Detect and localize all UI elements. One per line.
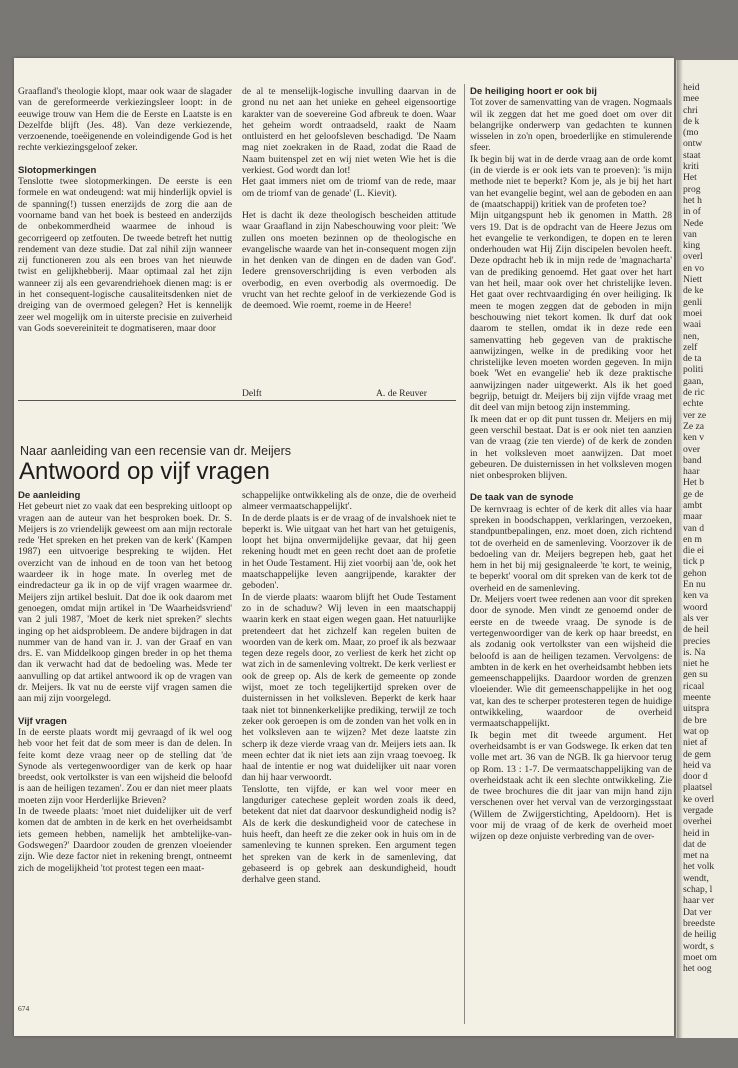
next-page-fragment: van	[683, 228, 697, 240]
paragraph: Graafland's theologie klopt, maar ook waar de slagader van de gereformeerde verkiezingsleer loopt: in de eeuwige trouw van Hem die de Eerste en Laatste is en Dezelfde blijft (Jes. 48). Van deze verkiezende, verzoenende, toeëigenende en voleindigende God is het rechte verkiezingsgeloof zeker.	[18, 86, 232, 154]
next-page-fragment: chri	[683, 104, 698, 116]
paragraph: In de derde plaats is er de vraag of de invalshoek niet te beperkt is. Wie uitgaat van het hart van het getuigenis, loopt het bijna onvermijdelijke gevaar, dat hij geen rekening houdt met en geen recht doet aan de profetie in het Oude Testament. Hij ziet voorbij aan 'de, ook het maatschappelijke leven aangrijpende, karakter der geboden'.	[242, 512, 456, 592]
next-page-fragment: band	[683, 454, 702, 466]
top-middle-column	[242, 86, 456, 312]
next-page-fragment: woord	[683, 601, 708, 613]
next-page-fragment: king	[683, 240, 701, 252]
next-page-fragment: mee	[683, 93, 699, 105]
next-page-fragment: niet af	[683, 737, 708, 749]
next-page-fragment: met na	[683, 850, 709, 862]
paragraph: Het is dacht ik deze theologisch bescheiden attitude waar Graafland in zijn Nabeschouwing voor pleit: 'We zullen ons moeten bezinnen op de theologische en evangelische waarde van het in-consequent mogen zijn in het denken van de dingen en de daden van God'. Iedere grensoverschrijding is even verboden als overbodig, en even overbodig als overmoedig. De vrucht van het rechte geloof in de verkiezende God is de deemoed. Wie roemt, roeme in de Heere!	[242, 209, 456, 312]
next-page-fragment: kriti	[683, 161, 699, 173]
next-page-fragment: schap, l	[683, 884, 713, 896]
top-left-column	[18, 86, 232, 334]
next-page-fragment: ken va	[683, 590, 709, 602]
next-page-fragment: (mo	[683, 127, 699, 139]
next-page-fragment: plaatsel	[683, 782, 713, 794]
paragraph: Het gaat immers niet om de triomf van de rede, maar om de triomf van de genade' (L. Kievit).	[242, 176, 456, 199]
section-heading: Vijf vragen	[18, 715, 67, 727]
next-page-fragment: maar	[683, 511, 703, 523]
next-page-fragment: dat de	[683, 838, 707, 850]
signature-place: Delft	[242, 388, 262, 399]
article-overline: Naar aanleiding van een recensie van dr. Meijers	[20, 444, 291, 458]
next-page-fragment: en m	[683, 533, 702, 545]
next-page-fragment: overl	[683, 251, 703, 263]
next-page-fragment: echte	[683, 398, 704, 410]
article-column-1	[18, 490, 232, 874]
paragraph: Tot zover de samenvatting van de vragen. Nogmaals wil ik zeggen dat het me goed doet om over dit belangrijke onderwerp van gedachten te kunnen wisselen in zo'n open, broederlijke en stimulerende sfeer.	[470, 97, 672, 154]
section-heading: Slotopmerkingen	[18, 164, 97, 176]
right-column	[470, 86, 672, 843]
paragraph: Dr. Meijers voert twee redenen aan voor dit spreken door de synode. Men vindt ze genoemd onder de eerste en de tweede vraag. De synode is de vertegenwoordiger van de kerk op haar breedst, en als zodanig ook vertolkster van een wijsheid die beloofd is aan de heiligen tezamen. Vervolgens: de ambten in de kerk en het overheidsambt hebben iets gemeenschappelijks. Daardoor worden de grenzen vloeiender. Wie dit gemeenschappelijke in het oog vat, kan des te scherper protesteren tegen de huidige ontwikkeling, waardoor de overheid vermaatschappelijkt.	[470, 594, 672, 730]
next-page-fragment: gen su	[683, 669, 708, 681]
next-page-fragment: meente	[683, 692, 711, 704]
paragraph: In de tweede plaats: 'moet niet duidelijker uit de verf komen dat de ambten in de kerk en het overheidsambt iets gemeen hebben, namelijk het ambtelijke-van-Godswegen?' Daardoor zouden de grenzen vloeiender zijn. Wie deze factor niet in rekening brengt, ontneemt zich de mogelijkheid 'tot protest tegen een maat-	[18, 806, 232, 874]
next-page-fragment: ricaal	[683, 680, 705, 692]
next-page-fragment: ken v	[683, 432, 705, 444]
next-page-fragment: de ke	[683, 285, 704, 297]
paragraph: De kernvraag is echter of de kerk dit alles via haar spreken in boodschappen, verklaringen, verzoeken, standpuntbepalingen, enz. moet doen, zich richtend tot de overheid en de samenleving. Voorzover ik de bedoeling van dr. Meijers begrepen heb, gaat het hem in het bij mij gesignaleerde 'te kort, te weinig, te beperkt' vooral om dit spreken van de kerk tot de overheid en de samenleving.	[470, 503, 672, 594]
next-page-fragment: het oog	[683, 963, 712, 975]
next-page-fragment: precies	[683, 635, 711, 647]
next-page-fragment: moet om	[683, 951, 717, 963]
paragraph: Tenslotte, ten vijfde, er kan wel voor meer en langduriger catechese gepleit worden zoals ik deed, betekent dat niet dat daarvoor deskundigheid nodig is? Als de kerk die deskundigheid voor de catechese in huis heeft, dan heeft ze die zeker ook in huis om in de samenleving te kunnen spreken. Een argument tegen het spreken van de kerk in de samenleving, dat gebaseerd is op gebrek aan deskundigheid, houdt derhalve geen stand.	[242, 783, 456, 886]
next-page-fragment: wat op	[683, 725, 709, 737]
next-page-fragment: en vo	[683, 262, 705, 274]
next-page-fragment: Het b	[683, 477, 705, 489]
next-page-fragment: ambt	[683, 499, 703, 511]
next-page-fragment: ontw	[683, 138, 703, 150]
next-page-fragment: moei	[683, 307, 703, 319]
next-page-fragment: overhei	[683, 816, 712, 828]
next-page-fragment: als ver	[683, 612, 709, 624]
next-page-fragment: de k	[683, 115, 700, 127]
paragraph: schappelijke ontwikkeling als de onze, die de overheid almeer vermaatschappelijkt'.	[242, 490, 456, 513]
next-page-fragment: nen,	[683, 330, 700, 342]
next-page-fragment: door d	[683, 771, 708, 783]
next-page-fragment: Dat ver	[683, 906, 712, 918]
next-page-fragment: de bre	[683, 714, 707, 726]
next-page-fragment: de heil	[683, 624, 709, 636]
next-page-fragment: is. Na	[683, 646, 706, 658]
next-page-fragment: ge de	[683, 488, 704, 500]
next-page-fragment: heid in	[683, 827, 710, 839]
paragraph: In de vierde plaats: waarom blijft het Oude Testament zo in de schaduw? Wij leven in een maatschappij waarin kerk en staat eigen wegen gaan. Het natuurlijke pretendeert dat het zichzelf kan regelen buiten de woorden van de kerk om. Maar, zo proef ik als bezwaar tegen deze regels door, zo verliest de kerk het zicht op wat zich in de samenleving voltrekt. De kerk verliest er ook de greep op. Als de kerk de gemeente op zonde wijst, moet ze toch tegelijkertijd spreken over de duisternissen in het volksleven. Beperkt de kerk haar taak niet tot binnenkerkelijke prediking, terwijl ze toch zeker ook geroepen is om de zonden van het volk en in het volksleven aan te wijzen? Met deze laatste zin scherp ik deze vierde vraag van dr. Meijers iets aan. Ik meen echter dat ik niet iets aan zijn vraag toevoeg. Ik haal de intentie er nog wat duidelijker uit naar voren dan hij haar verwoordt.	[242, 591, 456, 784]
next-page-fragment: vergade	[683, 805, 714, 816]
next-page-fragment: Nede	[683, 217, 704, 229]
next-page-fragment: heid	[683, 82, 700, 93]
paragraph: Ik meen dat er op dit punt tussen dr. Meijers en mij geen verschil bestaat. Dat is er ook niet ten aanzien van de vraag (zie ten vierde) of de kerk de zonden in het volksleven moet aanwijzen. Dat moet gebeuren. De duisternissen in het volksleven mogen niet onbesproken blijven.	[470, 413, 672, 482]
next-page-fragment: de gem	[683, 748, 711, 760]
paragraph: Mijn uitgangspunt heb ik genomen in Matth. 28 vers 19. Dat is de opdracht van de Heere Jezus om het evangelie te verkondigen, te dopen en te leren onderhouden wat Hij Zijn discipelen bevolen heeft. Deze opdracht heb ik in mijn rede de 'magnacharta' van de prediking genoemd. Het gaat over het hart van het heil, maar ook over het christelijke leven. Het gaat over rechtvaardiging én over heiliging. Ik meen te mogen zeggen dat de geboden in mijn beschouwing niet tekort komen. Ik durf dat ook daarom te stellen, omdat ik in deze rede een samenvatting heb gegeven van de praktische aanwijzingen, welke in de prediking voor het christelijke leven moeten worden gegeven. In mijn boek 'Wet en evangelie' heb ik deze praktische aanwijzingen nader uitgewerkt. Als ik het goed begrijp, betuigt dr. Meijers bij zijn vijfde vraag met dit deel van mijn betoog zijn instemming.	[470, 210, 672, 414]
next-page-fragment: gaan,	[683, 375, 704, 387]
next-page-fragment: waai	[683, 319, 702, 331]
next-page-fragment: haar ver	[683, 895, 715, 907]
next-page-text-fragments	[683, 82, 717, 974]
column-divider	[464, 84, 465, 1024]
next-page-fragment: wendt,	[683, 872, 709, 884]
next-page-fragment: Het	[683, 172, 697, 184]
next-page-fragment: Ze za	[683, 420, 705, 432]
next-page-fragment: gehon	[683, 567, 707, 579]
next-page-fragment: En nu	[683, 579, 706, 591]
next-page-edge	[676, 60, 738, 1038]
article-title: Antwoord op vijf vragen	[19, 458, 270, 485]
next-page-fragment: Niett	[683, 274, 703, 286]
article-column-2	[242, 490, 456, 885]
next-page-fragment: die ei	[683, 545, 705, 557]
next-page-fragment: staat	[683, 149, 701, 161]
next-page-fragment: het volk	[683, 861, 715, 873]
next-page-fragment: niet he	[683, 658, 709, 670]
paragraph: Ik begin met dit tweede argument. Het overheidsambt is er van Godswege. Ik erken dat ten volle met art. 36 van de NGB. Ik ga hiervoor terug op Rom. 13 : 1-7. De vermaatschappelijking van de overheidstaak acht ik een slechte ontwikkeling. Zie de twee brochures die dit jaar van mijn hand zijn verschenen over het verval van de verzorgingsstaat (Willem de Zwijgerstichting, Apeldoorn). Het is voor mij de vraag of de kerk de overheid moet wijzen op deze onjuiste verbreding van de over-	[470, 729, 672, 843]
next-page-fragment: breedste	[683, 917, 715, 929]
paragraph: de al te menselijk-logische invulling daarvan in de grond nu net aan het unieke en geheel eigensoortige karakter van de soevereine God afbreuk te doen. Waar het geheim wordt ontraadseld, raakt de Naam ontluisterd en het geloofsleven beschadigd. 'De Naam mag niet zoekraken in de Raad, zodat die Raad de Naam buitenspel zet en wij niet weten Wie het is die verkiest. God wordt dan lot!	[242, 86, 456, 177]
section-heading: De heiliging hoort er ook bij	[470, 86, 597, 97]
next-page-fragment: tick p	[683, 556, 705, 568]
next-page-fragment: genli	[683, 296, 703, 308]
next-page-fragment: in of	[683, 206, 701, 218]
next-page-fragment: het h	[683, 194, 702, 206]
next-page-fragment: ver ze	[683, 409, 707, 421]
next-page-fragment: politi	[683, 364, 704, 376]
next-page-fragment: haar	[683, 466, 700, 478]
paragraph: In de eerste plaats wordt mij gevraagd of ik wel oog heb voor het feit dat de som meer is dan de delen. In feite komt deze vraag neer op de stelling dat 'de Synode als vertegenwoordiger van de kerk op haar breedst, ook vertolkster is van een wijsheid die beloofd is aan de heiligen tezamen'. Zou er dan niet meer plaats moeten zijn voor Herderlijke Brieven?	[18, 726, 232, 806]
section-heading: De taak van de synode	[470, 492, 574, 504]
next-page-fragment: de ric	[683, 387, 705, 399]
next-page-fragment: uitspra	[683, 703, 710, 715]
next-page-fragment: prog	[683, 183, 701, 195]
paragraph: Het gebeurt niet zo vaak dat een bespreking uitloopt op vragen aan de auteur van het besproken boek. Dr. S. Meijers is zo vriendelijk geweest om aan mijn rectorale rede 'Het spreken en het preken van de kerk' (Kampen 1987) een uitvoerige bespreking te wijden. Het overzicht van de inhoud en de toon van het betoog waardeer ik in hoge mate. In overleg met de eindredacteur ga ik in op de vijf vragen waarmee dr. Meijers zijn artikel besluit. Dat doe ik ook daarom met genoegen, omdat mijn artikel in 'De Waarheidsvriend' van 2 juli 1987, 'Moet de kerk niet spreken?' slechts inging op het aidsprobleem. De andere bijdragen in dat nummer van de hand van ir. J. van der Graaf en van drs. E. van Middelkoop gingen breder in op het thema dan ik verwacht had dat de bedoeling was. Mede ter aanvulling op dat artikel antwoord ik op de vragen van dr. Meijers. Ik vat nu de eerste vijf vragen samen die aan mij zijn voorgelegd.	[18, 501, 232, 705]
next-page-fragment: van d	[683, 522, 705, 534]
newspaper-page	[14, 58, 674, 1036]
section-heading: De aanleiding	[18, 490, 81, 501]
next-page-fragment: zelf	[683, 341, 698, 353]
next-page-fragment: ke overl	[683, 793, 715, 805]
paragraph: Tenslotte twee slotopmerkingen. De eerste is een formele en wat ondeugend: wat mij hinderlijk opviel is de spanning(!) tussen enerzijds de zorg die aan de voorname band van het boek is besteed en anderzijds de onbekommerdheid waarmee de inhoud is gecorrigeerd op zetfouten. De tweede betreft het nuttig rendement van deze studie. Dat zal nihil zijn wanneer zij functioneren zou als een broes van het nieuwde twist en gelijkhebberij. Maar optimaal zal het zijn wanneer zij als een gevarendriehoek dienen mag: is er in het consequent-logische causaliteitsdenken niet de dreiging van de overmoed gelegen? Het is kennelijk zeer wel mogelijk om in uiterste precisie en zuiverheid van Gods soevereiniteit te dogmatiseren, maar door	[18, 176, 232, 334]
signature-author: A. de Reuver	[376, 388, 427, 399]
next-page-fragment: wordt, s	[683, 940, 714, 952]
page-number: 674	[18, 1004, 30, 1013]
next-page-fragment: over	[683, 443, 701, 455]
next-page-fragment: de ta	[683, 353, 702, 365]
next-page-fragment: heid va	[683, 759, 711, 771]
next-page-fragment: de heilig	[683, 929, 717, 941]
paragraph: Ik begin bij wat in de derde vraag aan de orde komt (in de vierde is er ook iets van te proeven): 'is mijn methode niet te beperkt? Kom je, als je bij het hart van het evangelie begint, wel aan de geboden en aan de (maatschappij) kritiek van de profeten toe?	[470, 153, 672, 210]
divider	[18, 400, 456, 401]
